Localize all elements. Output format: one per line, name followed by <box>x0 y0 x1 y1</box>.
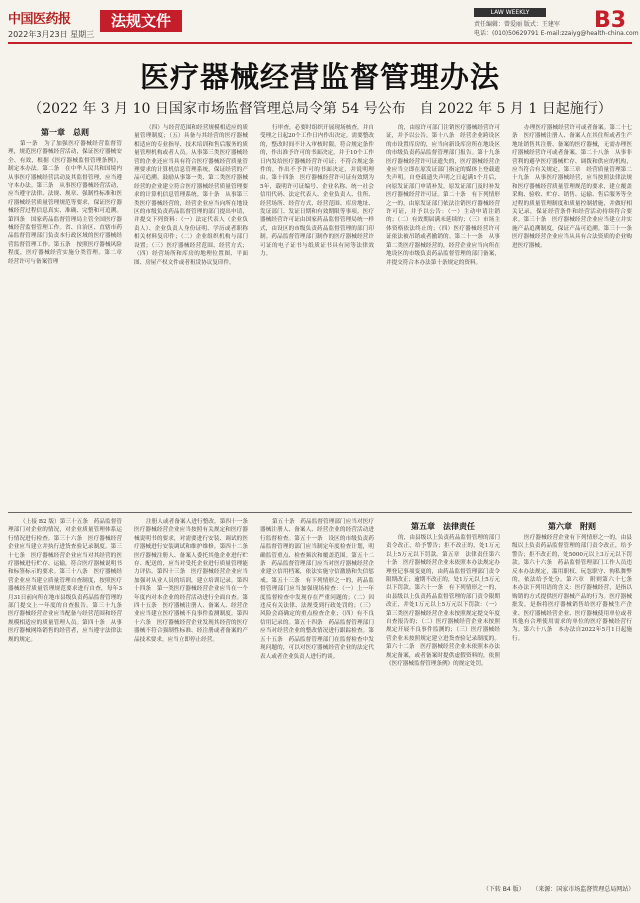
upper-column-3 <box>260 124 374 504</box>
column-text: （上接 B2 版）第三十五条 药品监督管理部门对企业的情况，对企业质量管理体系运行情况进行检查。第三十六条 医疗器械经营企业应当建立并执行进货查验记录制度。第三十七条 医疗器械经营企业应当对其经营的医疗器械进行贮存、运输，符合医疗器械说明书和标签标示的要求。第三十八条 医疗器械经营企业应当建立质量管理自查制度，按照医疗器械经营质量管理规范要求进行自查，每年3月31日前向所在地市县级负责药品监督管理的部门提交上一年度的自查报告。第三十九条 医疗器械经营企业应当配备与经营范围和经营规模相适应的质量管理人员。第四十条 从事医疗器械网络销售的经营者，应当遵守法律法规的规定。 <box>8 519 128 643</box>
chapter-heading: 第一章 总则 <box>41 127 89 137</box>
lower-column-1 <box>8 518 128 880</box>
column-text: 办理医疗器械经营许可或者备案。第二十七条 医疗器械注册人、备案人在其住所或者生产地址销售其注册、备案的医疗器械，无需办理医疗器械经营许可或者备案。第二十八条 从事非营利的避孕医疗器械贮存、调拨和供应的机构，应当符合有关规定。第三章 经营质量管理第二十九条 从事医疗器械经营，应当按照法律法规和医疗器械经营质量管理规范的要求，建立覆盖采购、验收、贮存、销售、运输、售后服务等全过程的质量管理制度和质量控制措施，并做好相关记录，保证经营条件和经营活动持续符合要求。第三十条 医疗器械经营企业应当建立并实施产品追溯制度，保证产品可追溯。第三十一条 医疗器械经营企业应当从具有合法资质的企业购进医疗器械。 <box>512 125 638 249</box>
contact-line: 电话：(010)50629791 E-mail:zzaiyg@health-china.com <box>474 30 639 37</box>
source-credit: （来源：国家市场监督管理总局网站） <box>532 886 635 893</box>
upper-column-2 <box>134 124 248 504</box>
column-text: 行审查，必要时组织开展现场核查，并自受理之日起20个工作日内作出决定。需要整改的，整改时间不计入审核时限。符合规定条件的，作出准予许可的书面决定，并于10个工作日内发给医疗器械经营许可证；不符合规定条件的，作出不予许可的书面决定，并说明理由。第十四条 医疗器械经营许可证有效期为5年，载明许可证编号、企业名称、统一社会信用代码、法定代表人、企业负责人、住所、经营场所、经营方式、经营范围、库房地址、发证部门、发证日期和有效期限等事项。医疗器械经营许可证由国家药品监督管理局统一样式，由设区的市级负责药品监督管理的部门印制。药品监督管理部门制作的医疗器械经营许可证的电子证书与纸质证书具有同等法律效力。 <box>260 125 374 258</box>
column-text: 的，由县级以上负责药品监督管理的部门责令改正，给予警告；拒不改正的，处1万元以上5万元以下罚款。第五章 法律责任第六十条 医疗器械经营企业未依照本办法规定办理登记事项变更的，由药品监督管理部门责令限期改正；逾期不改正的，处1万元以上5万元以下罚款。第六十一条 有下列情形之一的，由县级以上负责药品监督管理的部门责令限期改正，并处1万元以上5万元以下罚款：（一）第三类医疗器械经营企业未按照规定提交年度自查报告的；（二）医疗器械经营企业未按照规定开展不良事件监测的；（三）医疗器械经营企业未按照规定建立进货查验记录制度的。第六十二条 医疗器械经营企业未依照本办法规定备案，或者备案时提供虚假资料的，依照《医疗器械监督管理条例》的规定处罚。 <box>386 535 500 668</box>
lower-column-4 <box>386 518 500 880</box>
lower-column-2 <box>134 518 254 880</box>
page-header <box>0 0 640 44</box>
page-number: B3 <box>594 8 627 33</box>
section-title: 法规文件 <box>100 10 182 32</box>
chapter-heading: 第五章 法律责任 <box>411 521 475 531</box>
upper-column-5 <box>512 124 638 504</box>
header-rule <box>8 42 632 44</box>
upper-column-4 <box>386 124 506 504</box>
editor-line: 责任编辑：曾爱丽 版式：王建军 <box>474 21 560 28</box>
chapter-heading: 第六章 附则 <box>548 521 596 531</box>
lower-column-5 <box>512 518 638 880</box>
column-text: 第五十条 药品监督管理部门应当对医疗器械注册人、备案人、经营企业的经营活动进行监督检查。第五十一条 设区的市级负责药品监督管理的部门应当制定年度检查计划，明确监管重点、检查频次和覆盖范围。第五十二条 药品监督管理部门应当对医疗器械经营企业建立信用档案，依法实施守信激励和失信惩戒。第五十三条 有下列情形之一的，药品监督管理部门应当加强现场检查：（一）上一年度监督检查中发现存在严重问题的；（二）因违反有关法律、法规受到行政处罚的；（三）风险会商确定的重点检查企业；（四）有不良信用记录的。第五十四条 药品监督管理部门应当对经营企业的整改情况进行跟踪检查。第五十五条 药品监督管理部门在监督检查中发现问题的，可以对医疗器械经营企业的法定代表人或者企业负责人进行约谈。 <box>260 519 374 660</box>
column-text: 第一条 为了加强医疗器械经营监督管理，规范医疗器械经营活动，保证医疗器械安全、有效，根据《医疗器械监督管理条例》，制定本办法。第二条 在中华人民共和国境内从事医疗器械经营活动及其监督管理，应当遵守本办法。第三条 从事医疗器械经营活动，应当遵守法律、法规、规章、强制性标准和医疗器械经营质量管理规范等要求，保证医疗器械经营过程信息真实、准确、完整和可追溯。第四条 国家药品监督管理局主管全国医疗器械经营监督管理工作。省、自治区、直辖市药品监督管理部门负责本行政区域的医疗器械经营监督管理工作。第五条 按照医疗器械风险程度，医疗器械经营实施分类管理。第二章 经营许可与备案管理 <box>8 141 128 265</box>
law-weekly-label: LAW WEEKLY <box>474 8 546 17</box>
lower-column-3 <box>260 518 374 880</box>
column-text: 医疗器械经营企业有下列情形之一的，由县级以上负责药品监督管理的部门责令改正，给予警告；拒不改正的，处5000元以上3万元以下罚款。第六十六条 药品监督管理部门工作人员违反本办法规定，滥用职权、玩忽职守、徇私舞弊的，依法给予处分。第六章 附则第六十七条 本办法下列用语的含义：医疗器械经营，是指以购销的方式提供医疗器械产品的行为。医疗器械批发，是指将医疗器械销售给医疗器械生产企业、医疗器械经营企业、医疗器械使用单位或者其他有合理使用需求的单位的医疗器械经营行为。第六十八条 本办法自2022年5月1日起施行。 <box>512 535 638 642</box>
column-text: 注册人或者备案人进行整改。第四十一条 医疗器械经营企业应当按照有关规定和医疗器械说明书的要求，对需要进行安装、调试的医疗器械进行安装调试和维护维修。第四十二条 医疗器械注册人、备案人委托其他企业进行贮存、配送的，应当对受托企业进行质量管理能力评估。第四十三条 医疗器械经营企业应当加强对从业人员的培训，建立培训记录。第四十四条 第一类医疗器械经营企业应当在一个年度内对本企业的经营活动进行全面自查。第四十五条 医疗器械注册人、备案人、经营企业应当建立医疗器械不良事件监测制度。第四十六条 医疗器械经营企业发现其经营的医疗器械不符合强制性标准、经注册或者备案的产品技术要求，应当立即停止经营。 <box>134 519 254 643</box>
issue-date: 2022年3月23日 星期三 <box>8 30 95 39</box>
column-text: （四）与经营范围和经营规模相适应的质量管理制度；（五）具备与其经营的医疗器械相适应的专业指导、技术培训和售后服务的质量管理机构或者人员。从事第三类医疗器械经营的企业还应当具有符合医疗器械经营质量管理要求的计算机信息管理系统，保证经营的产品可追溯。鼓励从事第一类、第二类医疗器械经营的企业建立符合医疗器械经营质量管理要求的计算机信息管理系统。第十条 从事第三类医疗器械经营的，经营企业应当向所在地设区的市级负责药品监督管理的部门提出申请，并提交下列资料：（一）法定代表人（企业负责人）、企业负责人身份证明、学历或者职称相关材料复印件；（二）企业组织机构与部门设置；（三）医疗器械经营范围、经营方式；（四）经营场所和库房的地理位置图、平面图、房屋产权文件或者租赁协议复印件。 <box>134 125 248 266</box>
upper-column-1 <box>8 124 128 504</box>
article-title: 医疗器械经营监督管理办法 <box>139 60 500 94</box>
source-note <box>0 884 640 893</box>
column-text: 的，由原许可部门注销医疗器械经营许可证，并予以公告。第十八条 经营企业跨设区的市设置库房的，应当向新设库房所在地设区的市级负责药品监督管理部门报告。第十九条 医疗器械经营许可证遗失的，医疗器械经营企业应当立即在原发证部门指定的媒体上登载遗失声明。自登载遗失声明之日起满1个月后，向原发证部门申请补发。原发证部门及时补发医疗器械经营许可证。第二十条 有下列情形之一的，由原发证部门依法注销医疗器械经营许可证，并予以公告：（一）主动申请注销的；（二）有效期届满未延续的；（三）市场主体资格依法终止的；（四）医疗器械经营许可证依法被吊销或者撤销的。第二十一条 从事第二类医疗器械经营的，经营企业应当向所在地设区的市级负责药品监督管理的部门备案，并提交符合本办法第十条规定的资料。 <box>386 125 506 266</box>
newspaper-logo: 中国医药报 <box>8 12 71 27</box>
continued-note: （下转 B4 版） <box>482 886 525 893</box>
article-subtitle: （2022 年 3 月 10 日国家市场监督管理总局令第 54 号公布 自 2022 年 5 月 1 日起施行） <box>28 101 612 117</box>
section-divider <box>8 512 632 513</box>
